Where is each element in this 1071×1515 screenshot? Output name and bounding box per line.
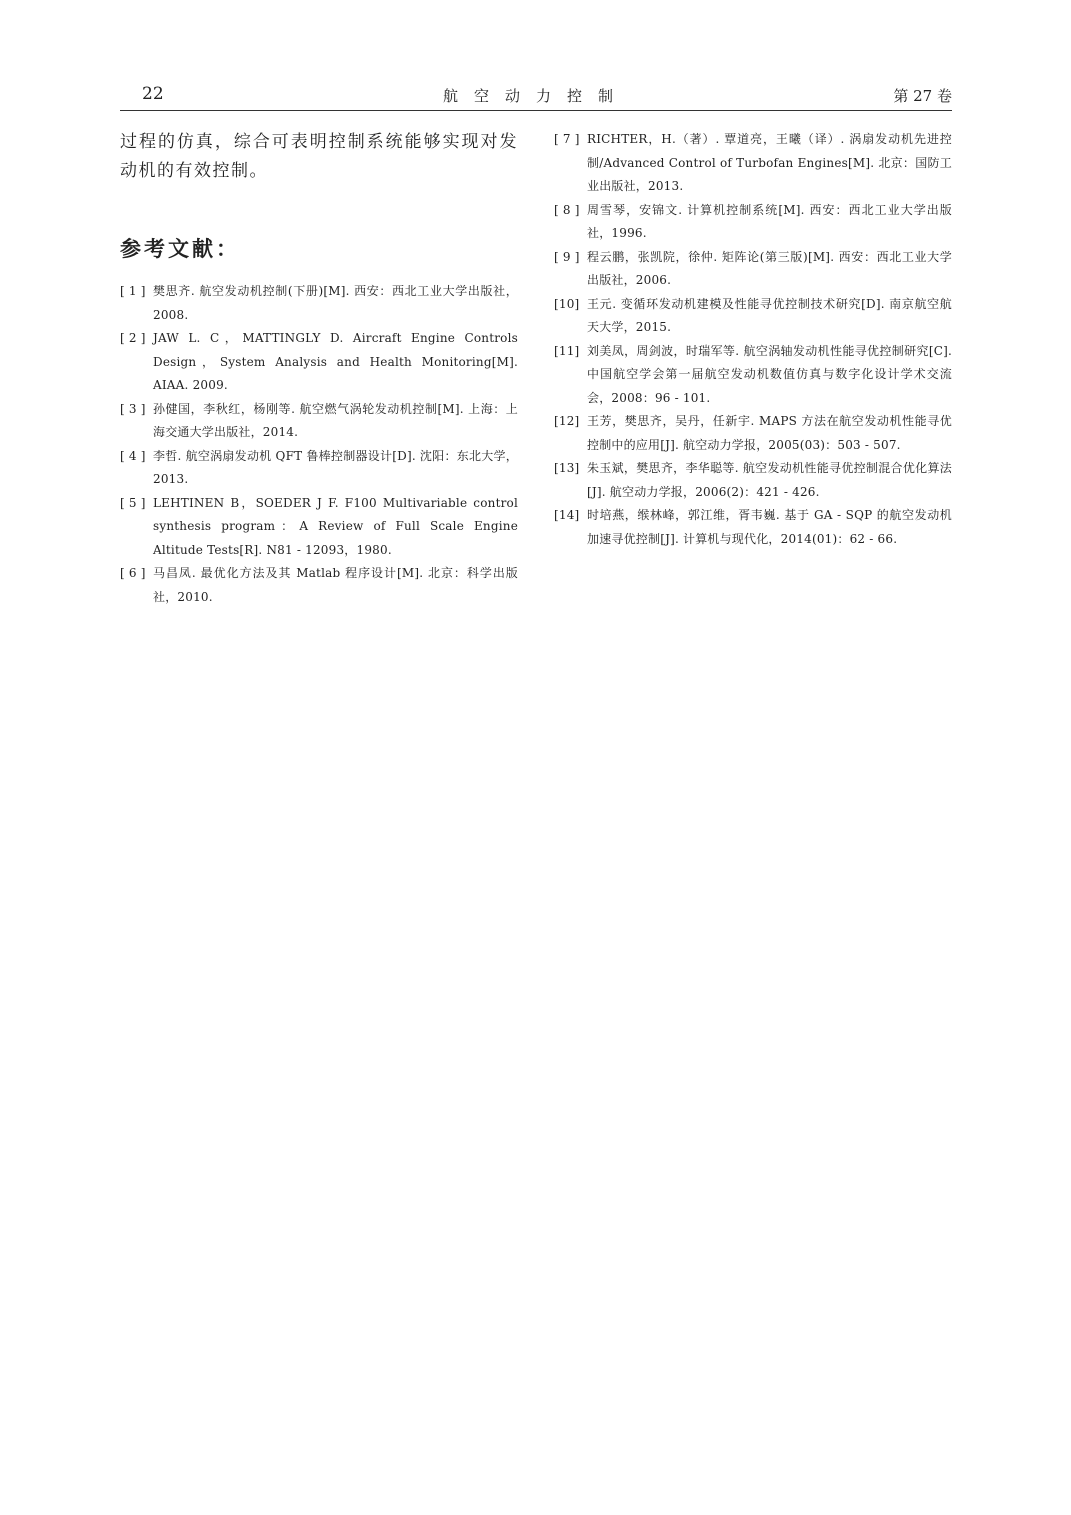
reference-list-left bbox=[120, 280, 518, 609]
reference-item bbox=[554, 128, 952, 199]
reference-item bbox=[554, 410, 952, 457]
left-column bbox=[120, 128, 518, 609]
reference-item bbox=[554, 340, 952, 411]
reference-item bbox=[120, 398, 518, 445]
reference-text: JAW L. C，MATTINGLY D. Aircraft Engine Controls Design，System Analysis and Health Monitoring[M]. AIAA. 2009. bbox=[153, 331, 518, 392]
reference-text: RICHTER，H.（著）. 覃道亮，王曦（译）. 涡扇发动机先进控制/Advanced Control of Turbofan Engines[M]. 北京：国防工业出版社，2013. bbox=[587, 132, 952, 193]
page-number: 22 bbox=[142, 84, 164, 104]
running-header bbox=[120, 84, 952, 111]
reference-label: [ 2 ] bbox=[120, 331, 146, 345]
right-column bbox=[554, 128, 952, 551]
reference-label: [ 4 ] bbox=[120, 448, 146, 463]
reference-label: [11] bbox=[554, 343, 580, 358]
reference-item bbox=[554, 293, 952, 340]
reference-label: [ 5 ] bbox=[120, 495, 146, 510]
reference-label: [ 3 ] bbox=[120, 401, 146, 416]
reference-text: 王芳，樊思齐，吴丹，任新宇. MAPS 方法在航空发动机性能寻优控制中的应用[J]. 航空动力学报，2005(03)：503 - 507. bbox=[587, 414, 952, 452]
reference-item bbox=[120, 327, 518, 398]
reference-label: [10] bbox=[554, 296, 580, 311]
reference-item bbox=[120, 492, 518, 563]
reference-label: [ 1 ] bbox=[120, 284, 146, 298]
reference-label: [ 6 ] bbox=[120, 566, 146, 580]
reference-item bbox=[554, 246, 952, 293]
reference-text: 马昌凤. 最优化方法及其 Matlab 程序设计[M]. 北京：科学出版社，2010. bbox=[153, 566, 518, 604]
reference-label: [ 8 ] bbox=[554, 202, 580, 217]
reference-label: [ 9 ] bbox=[554, 249, 580, 264]
reference-item bbox=[554, 199, 952, 246]
reference-label: [12] bbox=[554, 414, 580, 428]
reference-item bbox=[554, 504, 952, 551]
reference-label: [ 7 ] bbox=[554, 132, 580, 146]
reference-label: [13] bbox=[554, 461, 580, 475]
reference-text: 孙健国，李秋红，杨刚等. 航空燃气涡轮发动机控制[M]. 上海：上海交通大学出版社，2014. bbox=[153, 401, 518, 439]
reference-text: 周雪琴，安锦文. 计算机控制系统[M]. 西安：西北工业大学出版社，1996. bbox=[587, 202, 952, 240]
reference-text: 时培燕，缑林峰，郭江维，胥韦巍. 基于 GA - SQP 的航空发动机加速寻优控制[J]. 计算机与现代化，2014(01)：62 - 66. bbox=[587, 508, 952, 546]
reference-label: [14] bbox=[554, 508, 580, 522]
reference-text: 刘美凤，周剑波，时瑞军等. 航空涡轴发动机性能寻优控制研究[C]. 中国航空学会第一届航空发动机数值仿真与数字化设计学术交流会，2008：96 - 101. bbox=[587, 343, 952, 405]
references-heading: 参考文献： bbox=[120, 237, 240, 261]
reference-text: LEHTINEN B，SOEDER J F. F100 Multivariable control synthesis program：A Review of Full Scale Engine Altitude Tests[R]. N81 - 12093，1980. bbox=[153, 495, 518, 557]
journal-name: 航空动力控制 bbox=[442, 87, 629, 105]
body-paragraph: 过程的仿真，综合可表明控制系统能够实现对发动机的有效控制。 bbox=[120, 132, 518, 181]
reference-text: 樊思齐. 航空发动机控制(下册)[M]. 西安：西北工业大学出版社，2008. bbox=[153, 284, 518, 322]
reference-text: 朱玉斌，樊思齐，李华聪等. 航空发动机性能寻优控制混合优化算法[J]. 航空动力学报，2006(2)：421 - 426. bbox=[587, 461, 952, 499]
reference-text: 王元. 变循环发动机建模及性能寻优控制技术研究[D]. 南京航空航天大学，2015. bbox=[587, 296, 952, 334]
reference-item bbox=[554, 457, 952, 504]
reference-item bbox=[120, 445, 518, 492]
reference-item bbox=[120, 562, 518, 609]
volume-label: 第 27 卷 bbox=[893, 87, 952, 105]
reference-item bbox=[120, 280, 518, 327]
reference-text: 李哲. 航空涡扇发动机 QFT 鲁棒控制器设计[D]. 沈阳：东北大学，2013. bbox=[153, 448, 518, 486]
reference-text: 程云鹏，张凯院，徐仲. 矩阵论(第三版)[M]. 西安：西北工业大学出版社，2006. bbox=[587, 249, 952, 287]
reference-list-right bbox=[554, 128, 952, 551]
